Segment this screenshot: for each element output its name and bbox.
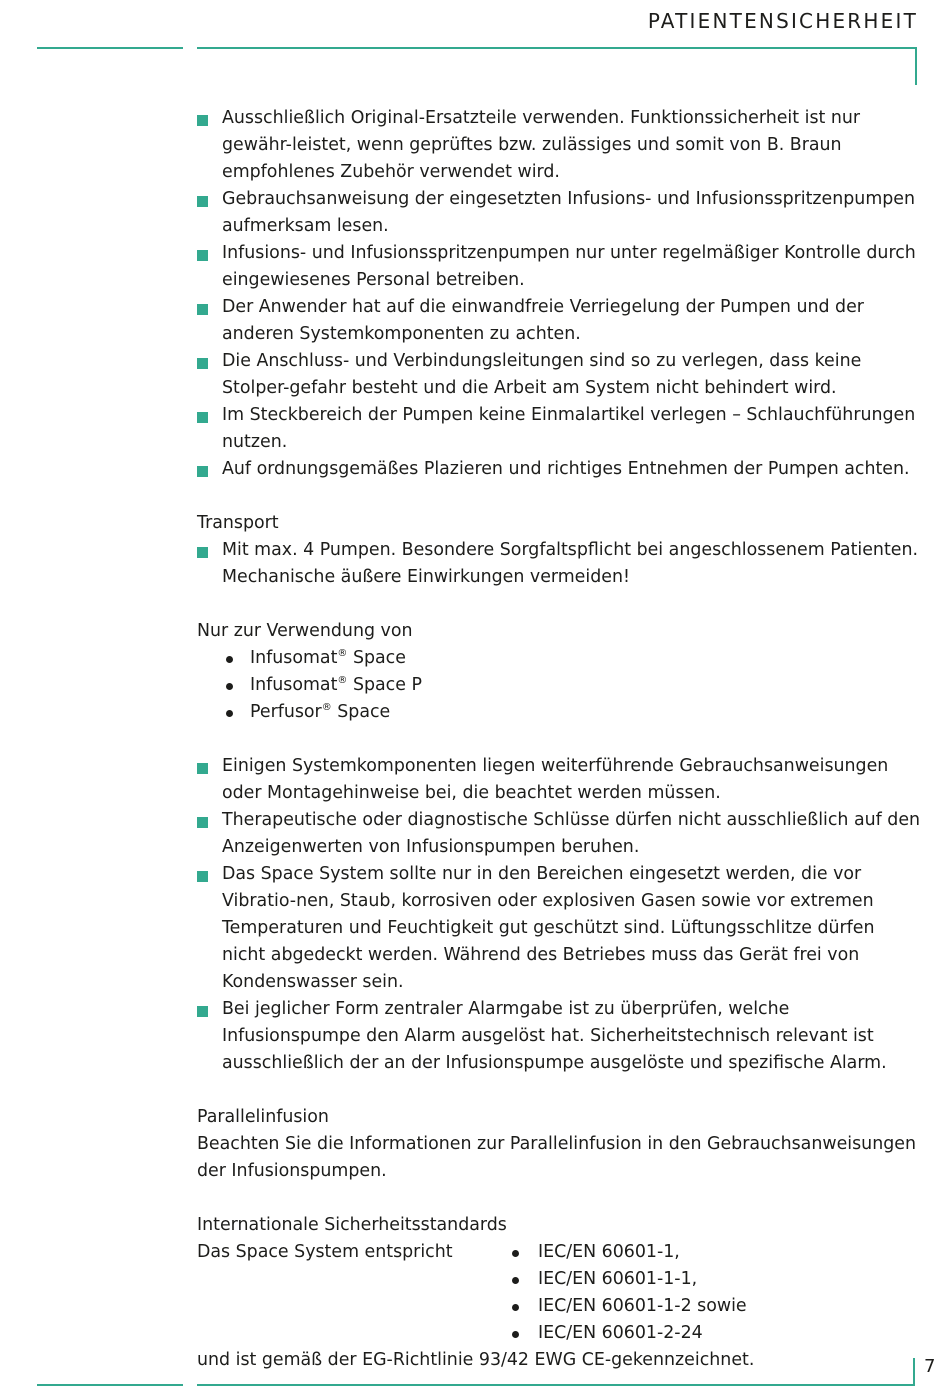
- square-bullet-icon: [197, 196, 208, 207]
- page-number: 7: [924, 1356, 936, 1377]
- list-item: [197, 105, 922, 186]
- product-name: Infusomat: [250, 648, 338, 668]
- list-item-text: Gebrauchsanweisung der eingesetzten Infusions- und Infusionsspritzenpumpen aufmerksam lesen.: [222, 189, 916, 236]
- standard-text: IEC/EN 60601-1-1,: [538, 1269, 698, 1289]
- square-bullet-icon: [197, 871, 208, 882]
- dot-bullet-icon: [226, 710, 233, 717]
- standard-item: [509, 1293, 747, 1320]
- footer-rule-corner: [913, 1358, 915, 1386]
- standards-row: [197, 1239, 922, 1347]
- header-rule-corner: [915, 47, 917, 85]
- list-item: [197, 537, 922, 591]
- square-bullet-icon: [197, 817, 208, 828]
- square-bullet-icon: [197, 115, 208, 126]
- list-item: [197, 348, 922, 402]
- usage-item: [222, 645, 922, 672]
- square-bullet-icon: [197, 250, 208, 261]
- list-item: [197, 240, 922, 294]
- dot-bullet-icon: [226, 656, 233, 663]
- usage-item: [222, 699, 922, 726]
- usage-item: [222, 672, 922, 699]
- registered-mark: ®: [337, 648, 348, 660]
- dot-bullet-icon: [512, 1277, 519, 1284]
- list-item-text: Ausschließlich Original-Ersatzteile verwenden. Funktionssicherheit ist nur gewähr-leistet, wenn geprüftes bzw. zulässiges und somit von B. Braun empfohlenes Zubehör verwendet wird.: [222, 108, 861, 182]
- product-name: Infusomat: [250, 675, 338, 695]
- footer-rule-right: [197, 1384, 913, 1386]
- standards-heading: Internationale Sicherheitsstandards: [197, 1215, 507, 1235]
- usage-list: [197, 645, 922, 726]
- list-item: [197, 807, 922, 861]
- list-item-text: Mit max. 4 Pumpen. Besondere Sorgfaltspflicht bei angeschlossenem Patienten. Mechanische äußere Einwirkungen vermeiden!: [222, 540, 919, 587]
- square-bullet-icon: [197, 466, 208, 477]
- list-item-text: Therapeutische oder diagnostische Schlüsse dürfen nicht ausschließlich auf den Anzeigenwerten von Infusionspumpen beruhen.: [222, 810, 921, 857]
- transport-list: [197, 537, 922, 591]
- standard-text: IEC/EN 60601-1,: [538, 1242, 680, 1262]
- list-item: [197, 753, 922, 807]
- list-item-text: Die Anschluss- und Verbindungsleitungen sind so zu verlegen, dass keine Stolper-gefahr besteht und die Arbeit am System nicht behindert wird.: [222, 351, 862, 398]
- product-name: Perfusor: [250, 702, 322, 722]
- list-item-text: Der Anwender hat auf die einwandfreie Verriegelung der Pumpen und der anderen Systemkomponenten zu achten.: [222, 297, 864, 344]
- list-item: [197, 456, 922, 483]
- square-bullet-icon: [197, 304, 208, 315]
- standard-item: [509, 1320, 747, 1347]
- list-item: [197, 402, 922, 456]
- list-item: [197, 861, 922, 996]
- dot-bullet-icon: [512, 1331, 519, 1338]
- safety-list: [197, 105, 922, 483]
- dot-bullet-icon: [512, 1250, 519, 1257]
- list-item-text: Auf ordnungsgemäßes Plazieren und richtiges Entnehmen der Pumpen achten.: [222, 459, 910, 479]
- list-item-text: Bei jeglicher Form zentraler Alarmgabe ist zu überprüfen, welche Infusionspumpe den Alarm ausgelöst hat. Sicherheitstechnisch relevant ist ausschließlich der an der Infusionspumpe ausgelöste und spezifische Alarm.: [222, 999, 887, 1073]
- square-bullet-icon: [197, 412, 208, 423]
- standards-lead: Das Space System entspricht: [197, 1242, 453, 1262]
- standard-item: [509, 1239, 747, 1266]
- usage-heading: Nur zur Verwendung von: [197, 621, 413, 641]
- list-item-text: Infusions- und Infusionsspritzenpumpen nur unter regelmäßiger Kontrolle durch eingewiesenes Personal betreiben.: [222, 243, 916, 290]
- product-suffix: Space: [347, 648, 406, 668]
- page-body: [197, 105, 922, 1374]
- registered-mark: ®: [321, 702, 332, 714]
- product-suffix: Space: [331, 702, 391, 722]
- notes-list: [197, 753, 922, 1077]
- parallel-heading: Parallelinfusion: [197, 1107, 329, 1127]
- list-item-text: Das Space System sollte nur in den Bereichen eingesetzt werden, die vor Vibratio-nen, Staub, korrosiven oder explosiven Gasen sowie vor extremen Temperaturen und Feuchtigkeit gut geschützt sind. Lüftungsschlitze dürfen nicht abgedeckt werden. Während des Betriebes muss das Gerät frei von Kondenswasser sein.: [222, 864, 875, 992]
- header-rule-left: [37, 47, 183, 49]
- list-item: [197, 996, 922, 1077]
- square-bullet-icon: [197, 547, 208, 558]
- page-section-title: PATIENTENSICHERHEIT: [647, 9, 918, 33]
- standard-item: [509, 1266, 747, 1293]
- list-item-text: Im Steckbereich der Pumpen keine Einmalartikel verlegen – Schlauchführungen nutzen.: [222, 405, 916, 452]
- registered-mark: ®: [337, 675, 348, 687]
- transport-heading: Transport: [197, 513, 279, 533]
- header-rule-right: [197, 47, 917, 49]
- standard-text: IEC/EN 60601-1-2 sowie: [538, 1296, 747, 1316]
- product-suffix: Space P: [347, 675, 422, 695]
- list-item-text: Einigen Systemkomponenten liegen weiterführende Gebrauchsanweisungen oder Montagehinweise bei, die beachtet werden müssen.: [222, 756, 889, 803]
- parallel-text: Beachten Sie die Informationen zur Parallelinfusion in den Gebrauchsanweisungen der Infusionspumpen.: [197, 1134, 916, 1181]
- square-bullet-icon: [197, 763, 208, 774]
- square-bullet-icon: [197, 358, 208, 369]
- dot-bullet-icon: [512, 1304, 519, 1311]
- dot-bullet-icon: [226, 683, 233, 690]
- standards-closing: und ist gemäß der EG-Richtlinie 93/42 EWG CE-gekennzeichnet.: [197, 1350, 755, 1370]
- standard-text: IEC/EN 60601-2-24: [538, 1323, 703, 1343]
- footer-rule-left: [37, 1384, 183, 1386]
- list-item: [197, 294, 922, 348]
- square-bullet-icon: [197, 1006, 208, 1017]
- standards-list: [509, 1239, 747, 1347]
- list-item: [197, 186, 922, 240]
